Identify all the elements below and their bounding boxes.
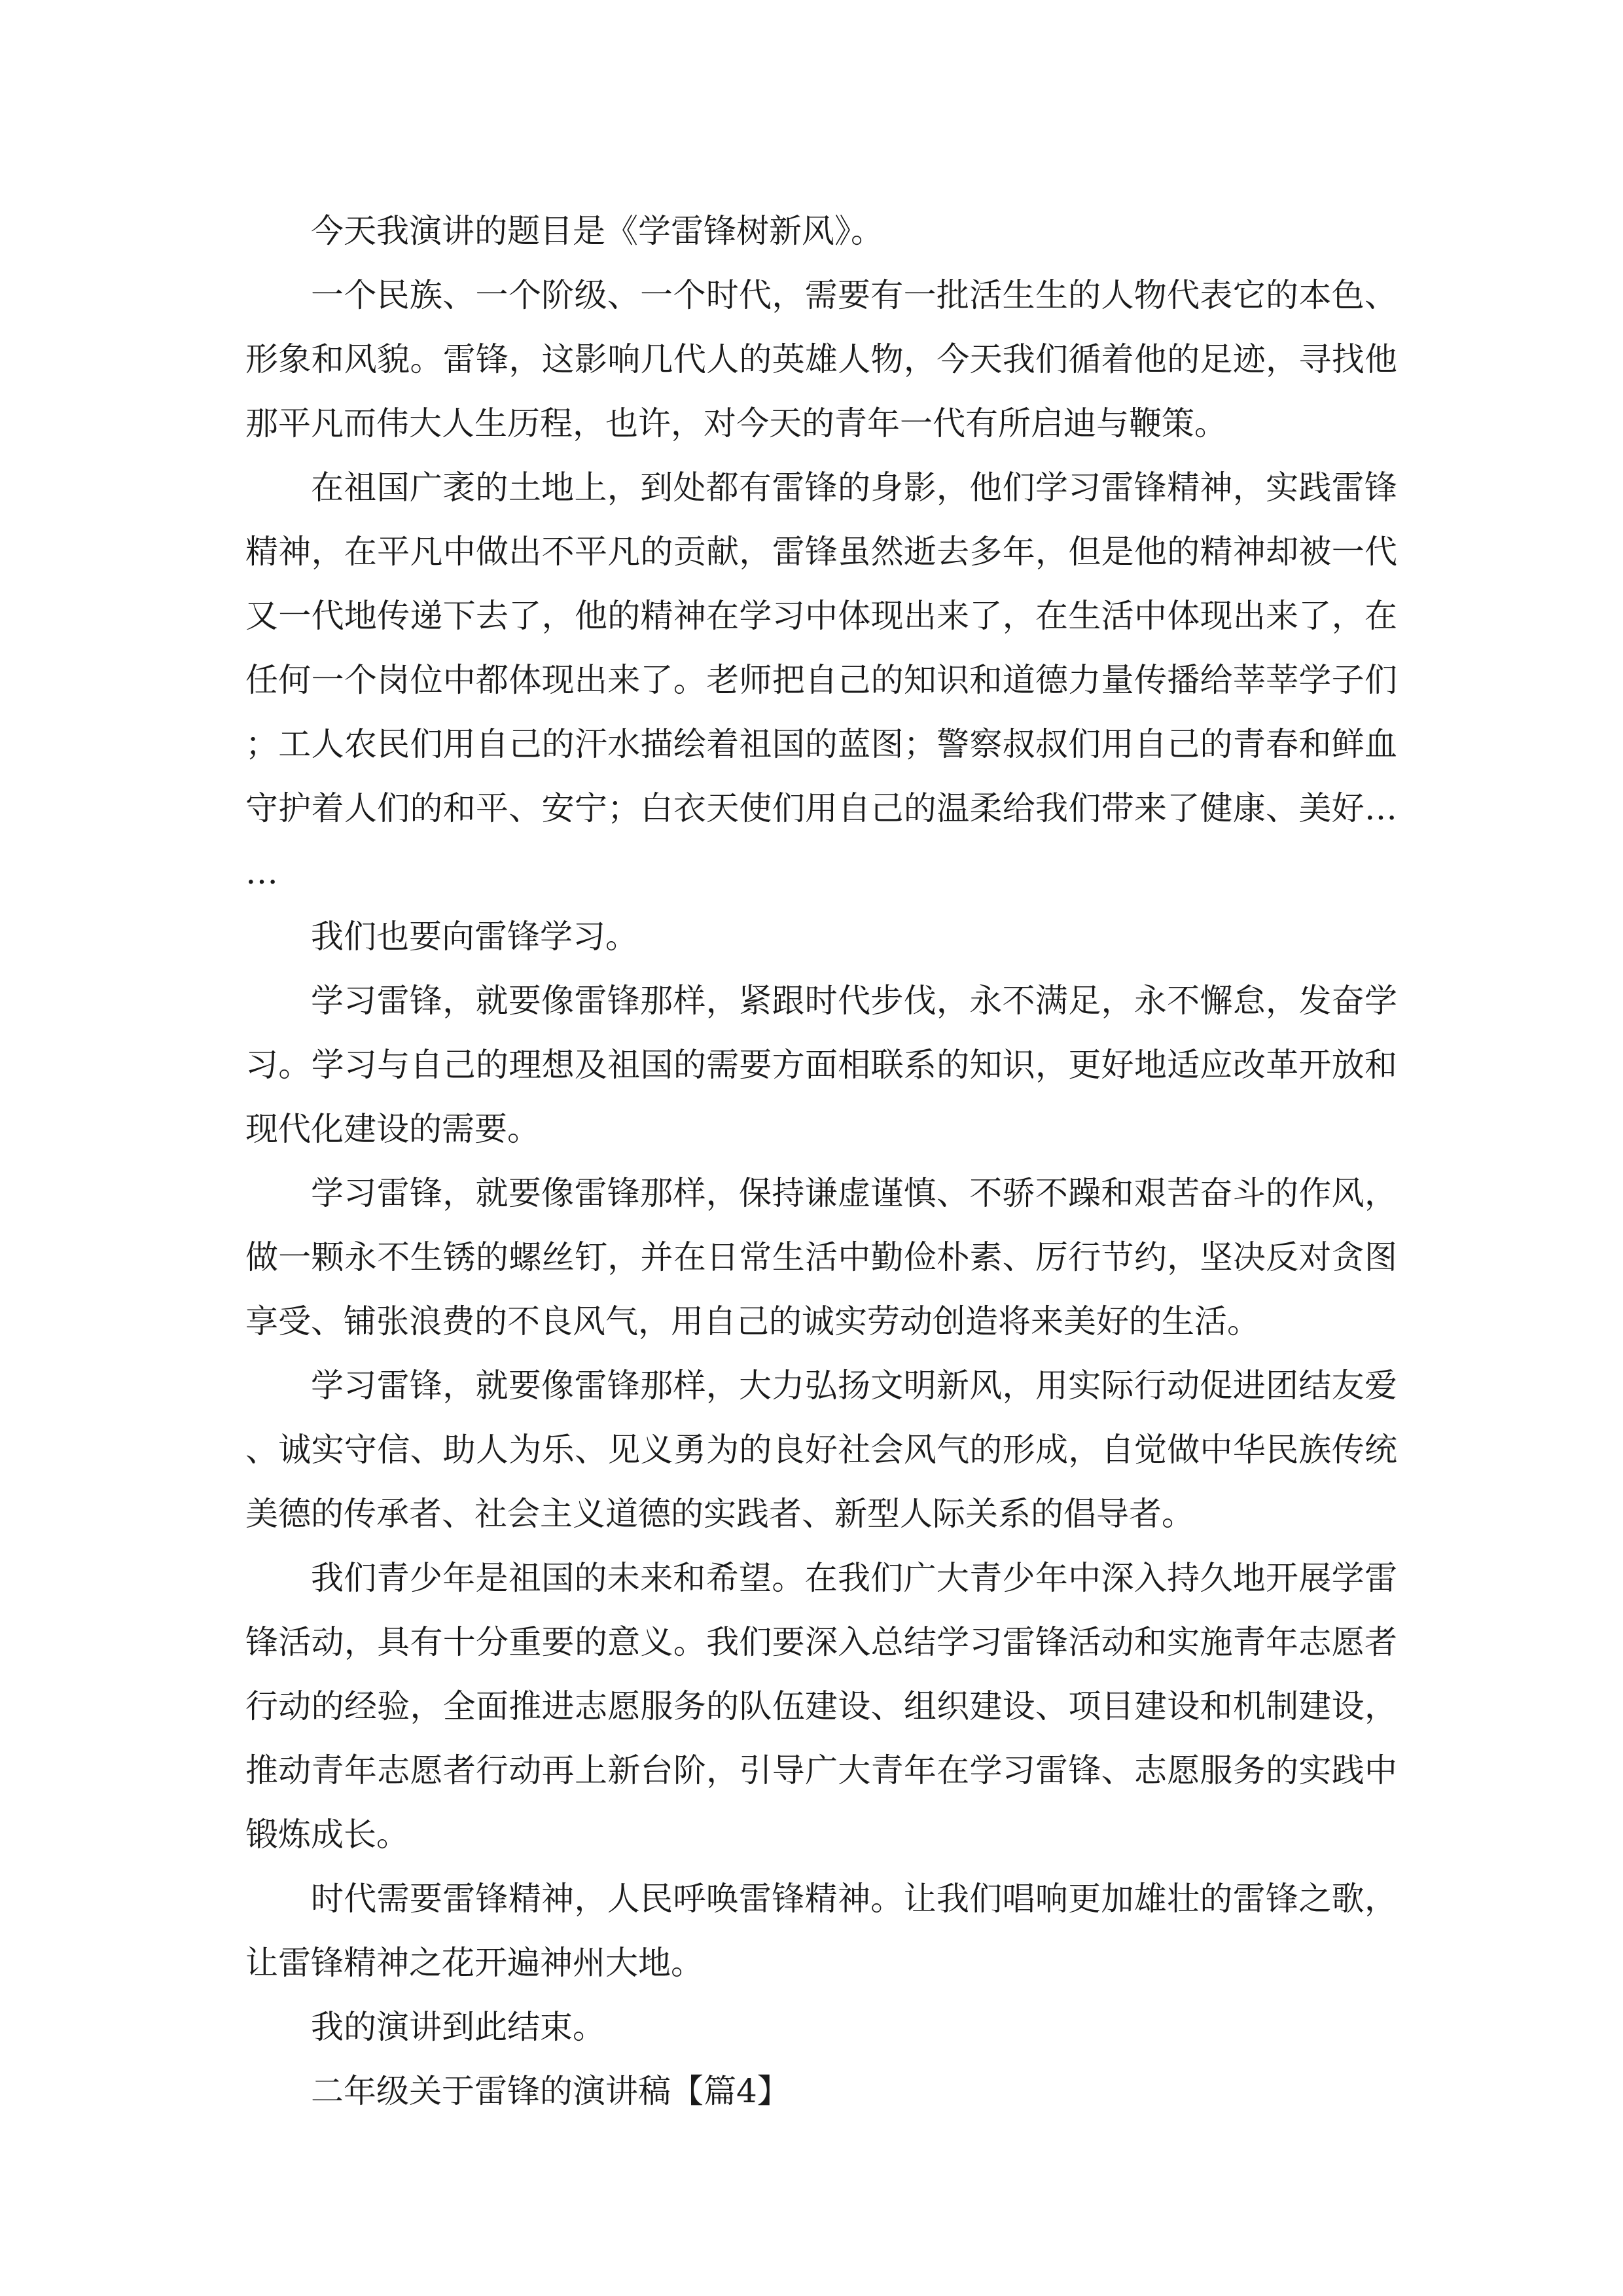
paragraph: 我们青少年是祖国的未来和希望。在我们广大青少年中深入持久地开展学雷锋活动，具有十分重要的意义。我们要深入总结学习雷锋活动和实施青年志愿者行动的经验，全面推进志愿服务的队伍建设、组织建设、项目建设和机制建设，推动青年志愿者行动再上新台阶，引导广大青年在学习雷锋、志愿服务的实践中锻炼成长。 bbox=[245, 1559, 1397, 1854]
paragraph: 我们也要向雷锋学习。 bbox=[311, 918, 638, 956]
document-body bbox=[245, 199, 1397, 2123]
paragraph: 时代需要雷锋精神，人民呼唤雷锋精神。让我们唱响更加雄壮的雷锋之歌，让雷锋精神之花开遍神州大地。 bbox=[245, 1880, 1397, 1982]
paragraph: 学习雷锋，就要像雷锋那样，紧跟时代步伐，永不满足，永不懈怠，发奋学习。学习与自己的理想及祖国的需要方面相联系的知识，更好地适应改革开放和现代化建设的需要。 bbox=[245, 982, 1397, 1148]
paragraph-title-line: 今天我演讲的题目是《学雷锋树新风》。 bbox=[311, 212, 883, 250]
paragraph: 一个民族、一个阶级、一个时代，需要有一批活生生的人物代表它的本色、形象和风貌。雷锋，这影响几代人的英雄人物，今天我们循着他的足迹，寻找他那平凡而伟大人生历程，也许，对今天的青年一代有所启迪与鞭策。 bbox=[245, 276, 1397, 442]
paragraph: 在祖国广袤的土地上，到处都有雷锋的身影，他们学习雷锋精神，实践雷锋精神，在平凡中做出不平凡的贡献，雷锋虽然逝去多年，但是他的精神却被一代又一代地传递下去了，他的精神在学习中体现出来了，在生活中体现出来了，在任何一个岗位中都体现出来了。老师把自己的知识和道德力量传播给莘莘学子们；工人农民们用自己的汗水描绘着祖国的蓝图；警察叔叔们用自己的青春和鲜血守护着人们的和平、安宁；白衣天使们用自己的温柔给我们带来了健康、美好…… bbox=[245, 469, 1397, 891]
paragraph: 学习雷锋，就要像雷锋那样，保持谦虚谨慎、不骄不躁和艰苦奋斗的作风，做一颗永不生锈的螺丝钉，并在日常生活中勤俭朴素、厉行节约，坚决反对贪图享受、铺张浪费的不良风气，用自己的诚实劳动创造将来美好的生活。 bbox=[245, 1174, 1397, 1340]
paragraph: 学习雷锋，就要像雷锋那样，大力弘扬文明新风，用实际行动促进团结友爱、诚实守信、助人为乐、见义勇为的良好社会风气的形成，自觉做中华民族传统美德的传承者、社会主义道德的实践者、新型人际关系的倡导者。 bbox=[245, 1367, 1397, 1533]
paragraph-closing: 我的演讲到此结束。 bbox=[311, 2008, 605, 2046]
section-heading: 二年级关于雷锋的演讲稿【篇4】 bbox=[311, 2072, 790, 2110]
